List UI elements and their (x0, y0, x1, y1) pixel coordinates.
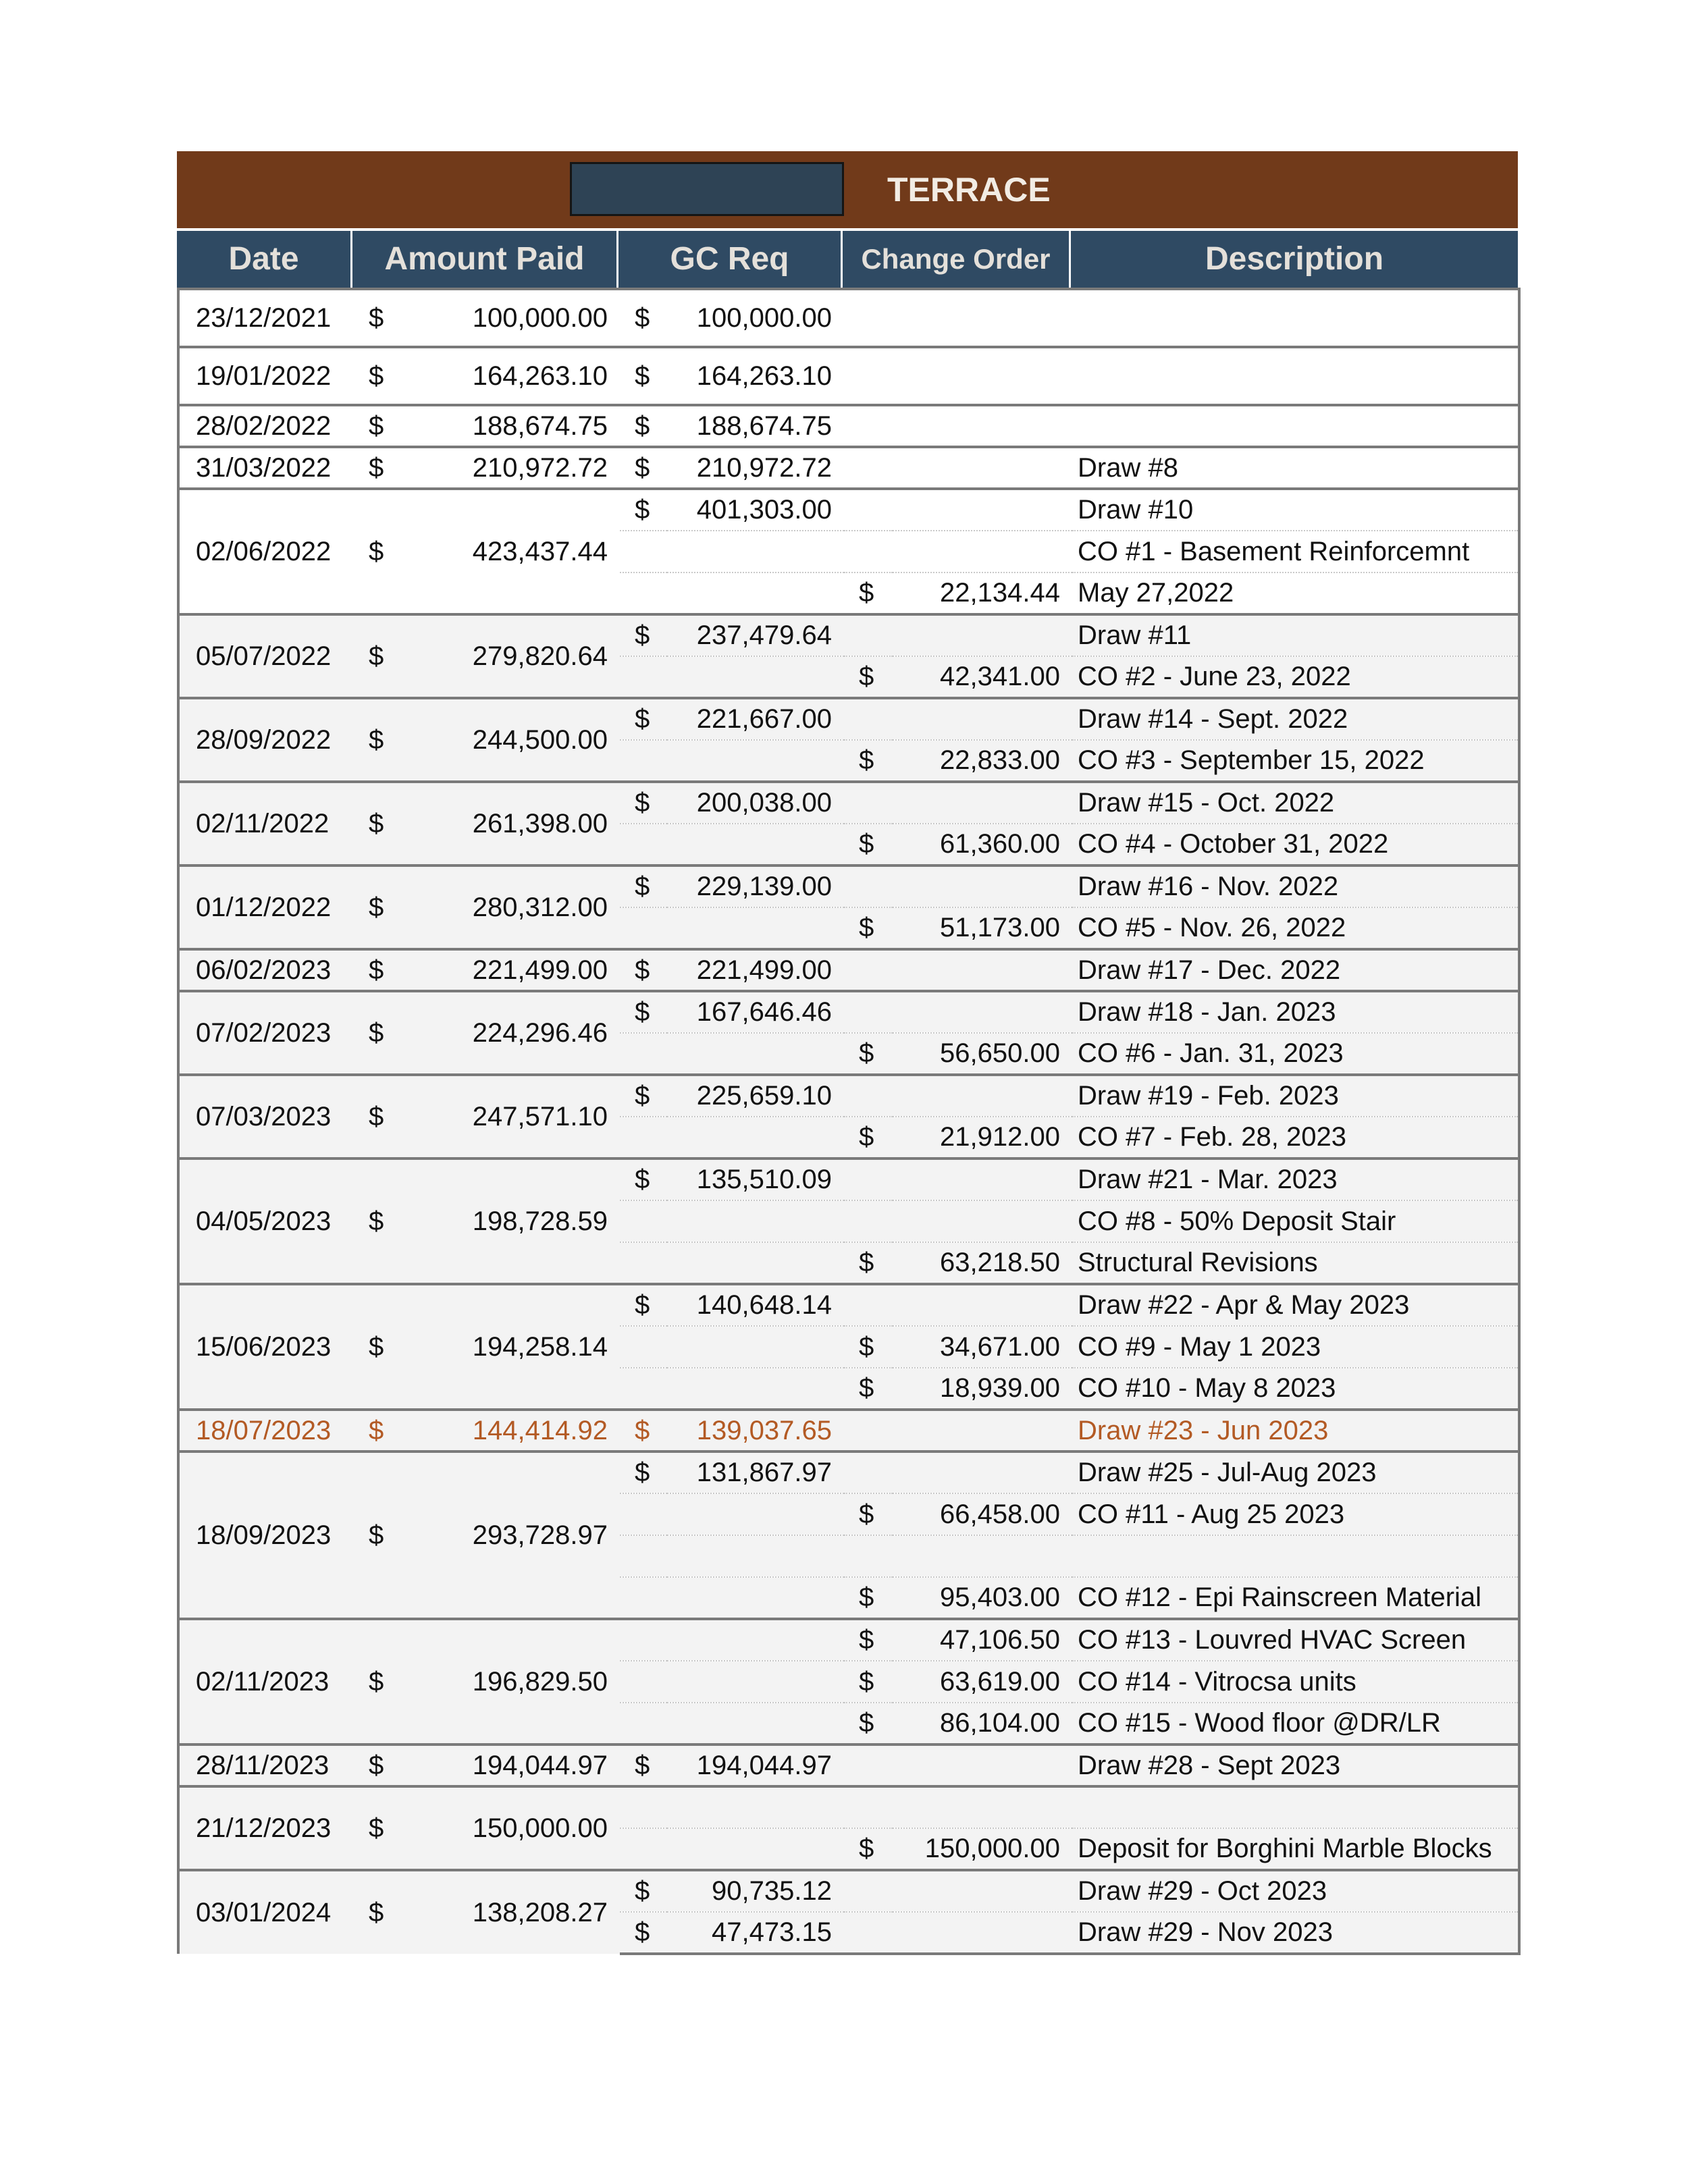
amount-paid-cell: 280,312.00 (405, 865, 620, 949)
amount-currency: $ (354, 991, 405, 1075)
gc-req-cell (667, 656, 844, 698)
gc-currency (620, 1368, 667, 1410)
date-cell: 04/05/2023 (178, 1158, 354, 1284)
gc-currency (620, 1577, 667, 1619)
table-row (178, 347, 1519, 405)
gc-currency (620, 1786, 667, 1828)
amount-currency: $ (354, 1619, 405, 1744)
gc-currency: $ (620, 698, 667, 740)
change-order-cell (893, 1158, 1072, 1200)
change-order-cell: 47,106.50 (893, 1619, 1072, 1661)
change-order-cell (893, 949, 1072, 991)
description-cell: Draw #29 - Nov 2023 (1072, 1912, 1519, 1954)
amount-paid-cell: 224,296.46 (405, 991, 620, 1075)
date-cell: 01/12/2022 (178, 865, 354, 949)
change-order-cell: 18,939.00 (893, 1368, 1072, 1410)
description-cell: CO #12 - Epi Rainscreen Material (1072, 1577, 1519, 1619)
gc-currency (620, 1242, 667, 1284)
amount-paid-cell: 279,820.64 (405, 614, 620, 698)
description-cell: CO #3 - September 15, 2022 (1072, 740, 1519, 782)
co-currency (844, 991, 893, 1033)
amount-currency: $ (354, 1075, 405, 1158)
header-row (177, 231, 1518, 288)
header-change-order: Change Order (843, 231, 1071, 288)
change-order-cell (893, 1912, 1072, 1954)
description-cell: Draw #25 - Jul-Aug 2023 (1072, 1451, 1519, 1493)
description-cell: CO #10 - May 8 2023 (1072, 1368, 1519, 1410)
gc-currency: $ (620, 289, 667, 347)
date-cell: 28/11/2023 (178, 1744, 354, 1786)
co-currency (844, 289, 893, 347)
gc-currency: $ (620, 447, 667, 489)
gc-currency (620, 1493, 667, 1535)
co-currency: $ (844, 1242, 893, 1284)
description-cell: CO #11 - Aug 25 2023 (1072, 1493, 1519, 1535)
amount-paid-cell: 210,972.72 (405, 447, 620, 489)
description-cell: CO #1 - Basement Reinforcemnt (1072, 531, 1519, 572)
gc-currency (620, 1535, 667, 1577)
gc-currency: $ (620, 405, 667, 447)
co-currency (844, 405, 893, 447)
gc-req-cell: 135,510.09 (667, 1158, 844, 1200)
header-amount-paid: Amount Paid (352, 231, 618, 288)
description-cell: Draw #15 - Oct. 2022 (1072, 782, 1519, 824)
gc-req-cell (667, 1828, 844, 1870)
co-currency (844, 1786, 893, 1828)
description-cell: CO #7 - Feb. 28, 2023 (1072, 1117, 1519, 1158)
description-cell: Draw #21 - Mar. 2023 (1072, 1158, 1519, 1200)
table-row (178, 1744, 1519, 1786)
change-order-cell (893, 289, 1072, 347)
amount-currency: $ (354, 1744, 405, 1786)
gc-req-cell (667, 531, 844, 572)
amount-currency: $ (354, 1284, 405, 1410)
gc-req-cell (667, 1619, 844, 1661)
amount-currency: $ (354, 782, 405, 865)
gc-req-cell: 90,735.12 (667, 1870, 844, 1912)
gc-req-cell: 237,479.64 (667, 614, 844, 656)
gc-req-cell (667, 824, 844, 865)
change-order-cell: 86,104.00 (893, 1703, 1072, 1744)
table-row (178, 698, 1519, 740)
description-cell (1072, 405, 1519, 447)
amount-paid-cell: 247,571.10 (405, 1075, 620, 1158)
change-order-cell: 66,458.00 (893, 1493, 1072, 1535)
change-order-cell (893, 447, 1072, 489)
table-row (178, 865, 1519, 907)
co-currency (844, 949, 893, 991)
table-row (178, 405, 1519, 447)
gc-req-cell: 221,499.00 (667, 949, 844, 991)
change-order-cell (893, 782, 1072, 824)
change-order-cell (893, 347, 1072, 405)
amount-currency: $ (354, 289, 405, 347)
gc-req-cell: 140,648.14 (667, 1284, 844, 1326)
gc-currency: $ (620, 489, 667, 531)
co-currency: $ (844, 1326, 893, 1368)
amount-paid-cell: 144,414.92 (405, 1410, 620, 1451)
table-row (178, 1075, 1519, 1117)
gc-req-cell (667, 1703, 844, 1744)
co-currency (844, 1075, 893, 1117)
gc-req-cell (667, 1786, 844, 1828)
description-cell: Draw #16 - Nov. 2022 (1072, 865, 1519, 907)
gc-currency: $ (620, 1451, 667, 1493)
gc-currency: $ (620, 1912, 667, 1954)
table-row (178, 1619, 1519, 1661)
gc-currency: $ (620, 1158, 667, 1200)
gc-req-cell: 188,674.75 (667, 405, 844, 447)
amount-paid-cell: 194,258.14 (405, 1284, 620, 1410)
table-row (178, 1870, 1519, 1912)
gc-currency (620, 907, 667, 949)
description-cell: CO #5 - Nov. 26, 2022 (1072, 907, 1519, 949)
table-row (178, 447, 1519, 489)
gc-currency (620, 824, 667, 865)
co-currency (844, 489, 893, 531)
co-currency (844, 1535, 893, 1577)
co-currency: $ (844, 824, 893, 865)
co-currency (844, 1200, 893, 1242)
description-cell: CO #6 - Jan. 31, 2023 (1072, 1033, 1519, 1075)
change-order-cell: 34,671.00 (893, 1326, 1072, 1368)
change-order-cell: 42,341.00 (893, 656, 1072, 698)
date-cell: 18/09/2023 (178, 1451, 354, 1619)
co-currency: $ (844, 1828, 893, 1870)
gc-req-cell (667, 1033, 844, 1075)
co-currency (844, 698, 893, 740)
gc-req-cell: 100,000.00 (667, 289, 844, 347)
co-currency (844, 347, 893, 405)
amount-currency: $ (354, 347, 405, 405)
gc-currency: $ (620, 865, 667, 907)
gc-req-cell (667, 1326, 844, 1368)
amount-currency: $ (354, 447, 405, 489)
amount-paid-cell: 198,728.59 (405, 1158, 620, 1284)
gc-req-cell: 200,038.00 (667, 782, 844, 824)
gc-req-cell (667, 1577, 844, 1619)
description-cell (1072, 1786, 1519, 1828)
change-order-cell: 56,650.00 (893, 1033, 1072, 1075)
gc-currency (620, 1828, 667, 1870)
change-order-cell (893, 991, 1072, 1033)
co-currency: $ (844, 740, 893, 782)
table-row (178, 1451, 1519, 1493)
gc-req-cell (667, 740, 844, 782)
gc-currency (620, 1117, 667, 1158)
co-currency (844, 1870, 893, 1912)
description-cell: Draw #17 - Dec. 2022 (1072, 949, 1519, 991)
co-currency: $ (844, 572, 893, 614)
gc-currency (620, 1619, 667, 1661)
co-currency: $ (844, 1033, 893, 1075)
table-row (178, 614, 1519, 656)
description-cell: Draw #22 - Apr & May 2023 (1072, 1284, 1519, 1326)
amount-paid-cell: 138,208.27 (405, 1870, 620, 1954)
gc-req-cell (667, 1661, 844, 1703)
description-cell (1072, 289, 1519, 347)
description-cell: CO #4 - October 31, 2022 (1072, 824, 1519, 865)
co-currency: $ (844, 1577, 893, 1619)
gc-req-cell (667, 1535, 844, 1577)
description-cell: Structural Revisions (1072, 1242, 1519, 1284)
amount-currency: $ (354, 1451, 405, 1619)
change-order-cell (893, 1200, 1072, 1242)
table-row (178, 782, 1519, 824)
amount-currency: $ (354, 614, 405, 698)
gc-currency: $ (620, 949, 667, 991)
change-order-cell (893, 698, 1072, 740)
co-currency (844, 447, 893, 489)
gc-currency: $ (620, 1284, 667, 1326)
date-cell: 23/12/2021 (178, 289, 354, 347)
description-cell: CO #2 - June 23, 2022 (1072, 656, 1519, 698)
description-cell: CO #13 - Louvred HVAC Screen (1072, 1619, 1519, 1661)
table-row (178, 289, 1519, 347)
change-order-cell (893, 489, 1072, 531)
table-row (178, 949, 1519, 991)
gc-currency (620, 1661, 667, 1703)
gc-currency (620, 656, 667, 698)
gc-currency (620, 1703, 667, 1744)
amount-currency: $ (354, 1786, 405, 1870)
date-cell: 05/07/2022 (178, 614, 354, 698)
co-currency: $ (844, 1703, 893, 1744)
table-row (178, 1158, 1519, 1200)
change-order-cell (893, 865, 1072, 907)
change-order-cell (893, 1744, 1072, 1786)
gc-currency (620, 1326, 667, 1368)
change-order-cell (893, 1870, 1072, 1912)
amount-paid-cell: 150,000.00 (405, 1786, 620, 1870)
co-currency: $ (844, 1368, 893, 1410)
co-currency (844, 1451, 893, 1493)
gc-req-cell (667, 907, 844, 949)
co-currency (844, 865, 893, 907)
gc-req-cell: 401,303.00 (667, 489, 844, 531)
gc-req-cell: 225,659.10 (667, 1075, 844, 1117)
amount-currency: $ (354, 489, 405, 614)
description-cell: Draw #10 (1072, 489, 1519, 531)
gc-currency (620, 1033, 667, 1075)
amount-currency: $ (354, 1870, 405, 1954)
change-order-cell (893, 1451, 1072, 1493)
gc-currency: $ (620, 782, 667, 824)
gc-currency (620, 572, 667, 614)
gc-currency: $ (620, 347, 667, 405)
co-currency (844, 531, 893, 572)
change-order-cell: 95,403.00 (893, 1577, 1072, 1619)
amount-currency: $ (354, 405, 405, 447)
co-currency (844, 1912, 893, 1954)
change-order-cell (893, 1786, 1072, 1828)
gc-req-cell: 221,667.00 (667, 698, 844, 740)
date-cell: 28/02/2022 (178, 405, 354, 447)
description-cell (1072, 1535, 1519, 1577)
amount-paid-cell: 188,674.75 (405, 405, 620, 447)
co-currency: $ (844, 1661, 893, 1703)
co-currency (844, 1744, 893, 1786)
gc-currency (620, 531, 667, 572)
gc-req-cell: 47,473.15 (667, 1912, 844, 1954)
gc-currency: $ (620, 614, 667, 656)
table-row (178, 1786, 1519, 1828)
co-currency: $ (844, 656, 893, 698)
table-row (178, 1284, 1519, 1326)
gc-req-cell: 210,972.72 (667, 447, 844, 489)
sheet-title: TERRACE (887, 171, 1051, 209)
gc-currency: $ (620, 991, 667, 1033)
table-row (178, 489, 1519, 531)
change-order-cell (893, 614, 1072, 656)
gc-currency (620, 1200, 667, 1242)
amount-paid-cell: 261,398.00 (405, 782, 620, 865)
gc-req-cell: 164,263.10 (667, 347, 844, 405)
gc-req-cell: 229,139.00 (667, 865, 844, 907)
gc-req-cell (667, 1117, 844, 1158)
gc-currency: $ (620, 1410, 667, 1451)
description-cell: Draw #29 - Oct 2023 (1072, 1870, 1519, 1912)
description-cell: Draw #23 - Jun 2023 (1072, 1410, 1519, 1451)
change-order-cell (893, 1075, 1072, 1117)
description-cell: Draw #28 - Sept 2023 (1072, 1744, 1519, 1786)
amount-paid-cell: 196,829.50 (405, 1619, 620, 1744)
co-currency (844, 614, 893, 656)
co-currency: $ (844, 1493, 893, 1535)
change-order-cell: 150,000.00 (893, 1828, 1072, 1870)
gc-req-cell (667, 1242, 844, 1284)
amount-currency: $ (354, 698, 405, 782)
date-cell: 02/11/2023 (178, 1619, 354, 1744)
description-cell: Deposit for Borghini Marble Blocks (1072, 1828, 1519, 1870)
description-cell: Draw #8 (1072, 447, 1519, 489)
amount-paid-cell: 244,500.00 (405, 698, 620, 782)
table-row (178, 991, 1519, 1033)
amount-paid-cell: 164,263.10 (405, 347, 620, 405)
amount-currency: $ (354, 949, 405, 991)
amount-paid-cell: 194,044.97 (405, 1744, 620, 1786)
gc-currency: $ (620, 1870, 667, 1912)
gc-req-cell: 194,044.97 (667, 1744, 844, 1786)
gc-req-cell: 139,037.65 (667, 1410, 844, 1451)
gc-req-cell (667, 572, 844, 614)
change-order-cell (893, 1535, 1072, 1577)
header-date: Date (177, 231, 352, 288)
amount-currency: $ (354, 865, 405, 949)
gc-req-cell: 131,867.97 (667, 1451, 844, 1493)
change-order-cell: 63,619.00 (893, 1661, 1072, 1703)
date-cell: 28/09/2022 (178, 698, 354, 782)
change-order-cell (893, 531, 1072, 572)
co-currency: $ (844, 1117, 893, 1158)
date-cell: 07/02/2023 (178, 991, 354, 1075)
date-cell: 07/03/2023 (178, 1075, 354, 1158)
description-cell: Draw #14 - Sept. 2022 (1072, 698, 1519, 740)
date-cell: 06/02/2023 (178, 949, 354, 991)
date-cell: 21/12/2023 (178, 1786, 354, 1870)
change-order-cell: 21,912.00 (893, 1117, 1072, 1158)
amount-paid-cell: 293,728.97 (405, 1451, 620, 1619)
co-currency: $ (844, 907, 893, 949)
gc-currency: $ (620, 1075, 667, 1117)
description-cell: Draw #19 - Feb. 2023 (1072, 1075, 1519, 1117)
change-order-cell: 61,360.00 (893, 824, 1072, 865)
date-cell: 19/01/2022 (178, 347, 354, 405)
co-currency (844, 1158, 893, 1200)
co-currency (844, 1410, 893, 1451)
gc-req-cell (667, 1493, 844, 1535)
ledger-table (177, 288, 1521, 1955)
amount-paid-cell: 100,000.00 (405, 289, 620, 347)
amount-currency: $ (354, 1158, 405, 1284)
co-currency (844, 1284, 893, 1326)
change-order-cell: 22,134.44 (893, 572, 1072, 614)
amount-paid-cell: 423,437.44 (405, 489, 620, 614)
gc-req-cell (667, 1368, 844, 1410)
description-cell: May 27,2022 (1072, 572, 1519, 614)
gc-req-cell (667, 1200, 844, 1242)
change-order-cell (893, 1284, 1072, 1326)
amount-paid-cell: 221,499.00 (405, 949, 620, 991)
table-row (178, 1410, 1519, 1451)
date-cell: 03/01/2024 (178, 1870, 354, 1954)
date-cell: 18/07/2023 (178, 1410, 354, 1451)
description-cell: CO #14 - Vitrocsa units (1072, 1661, 1519, 1703)
change-order-cell: 22,833.00 (893, 740, 1072, 782)
co-currency: $ (844, 1619, 893, 1661)
redacted-name-block (570, 162, 844, 216)
change-order-cell: 51,173.00 (893, 907, 1072, 949)
change-order-cell (893, 1410, 1072, 1451)
description-cell: Draw #11 (1072, 614, 1519, 656)
gc-currency (620, 740, 667, 782)
payment-ledger (177, 151, 1518, 1955)
date-cell: 02/06/2022 (178, 489, 354, 614)
description-cell: CO #9 - May 1 2023 (1072, 1326, 1519, 1368)
change-order-cell (893, 405, 1072, 447)
description-cell: CO #15 - Wood floor @DR/LR (1072, 1703, 1519, 1744)
header-description: Description (1205, 241, 1384, 277)
description-cell: CO #8 - 50% Deposit Stair (1072, 1200, 1519, 1242)
gc-currency: $ (620, 1744, 667, 1786)
header-gc-req: GC Req (618, 231, 843, 288)
gc-req-cell: 167,646.46 (667, 991, 844, 1033)
date-cell: 02/11/2022 (178, 782, 354, 865)
amount-currency: $ (354, 1410, 405, 1451)
date-cell: 15/06/2023 (178, 1284, 354, 1410)
title-bar (177, 151, 1518, 228)
description-cell (1072, 347, 1519, 405)
co-currency (844, 782, 893, 824)
description-cell: Draw #18 - Jan. 2023 (1072, 991, 1519, 1033)
change-order-cell: 63,218.50 (893, 1242, 1072, 1284)
date-cell: 31/03/2022 (178, 447, 354, 489)
